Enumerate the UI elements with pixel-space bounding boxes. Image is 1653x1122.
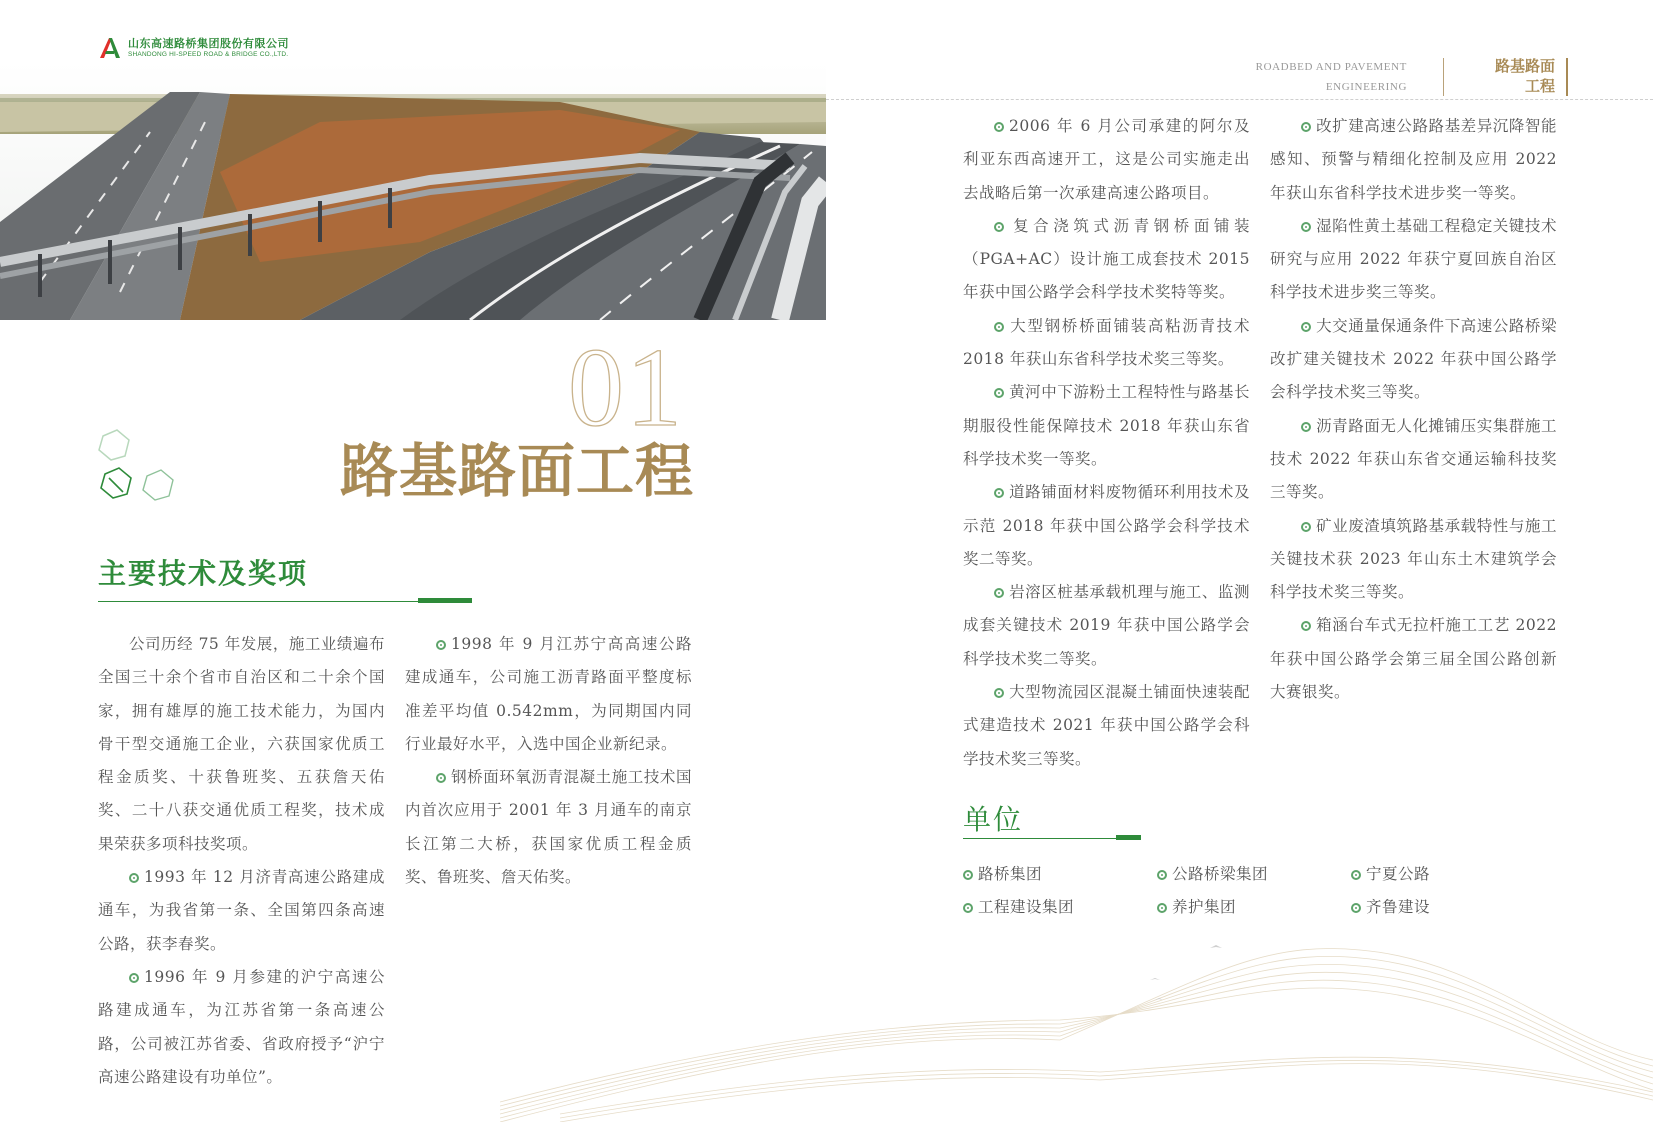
bullet-icon: [994, 688, 1004, 698]
units-heading-rule: [963, 838, 1141, 839]
tech-item: 改扩建高速公路路基差异沉降智能感知、预警与精细化控制及应用 2022 年获山东省科学技术进步奖一等奖。: [1270, 117, 1557, 202]
header-en-line2: ENGINEERING: [1325, 81, 1407, 93]
units-heading: 单位: [963, 803, 1024, 836]
bullet-icon: [1351, 870, 1361, 880]
tech-intro: 公司历经 75 年发展，施工业绩遍布全国三十余个省市自治区和二十余个国家，拥有雄厚的施工技术能力，为国内骨干型交通施工企业，六获国家优质工程金质奖、十获鲁班奖、五获詹天佑奖、二十八获交通优质工程奖，技术成果荣获多项科技奖项。: [98, 635, 385, 853]
highway-photo: [0, 62, 826, 320]
header-en-line1: ROADBED AND PAVEMENT: [1255, 61, 1407, 73]
bullet-icon: [1301, 422, 1311, 432]
bullet-icon: [129, 973, 139, 983]
bullet-icon: [994, 122, 1004, 132]
tech-item: 钢桥面环氧沥青混凝土施工技术国内首次应用于 2001 年 3 月通车的南京长江第二大桥，获国家优质工程金质奖、鲁班奖、詹天佑奖。: [405, 768, 692, 887]
header-chinese-title: [1495, 56, 1555, 96]
unit-item: 养护集团: [1157, 895, 1236, 917]
tech-item: 岩溶区桩基承载机理与施工、监测成套关键技术 2019 年获中国公路学会科学技术奖二等奖。: [963, 583, 1250, 668]
tech-item: 黄河中下游粉土工程特性与路基长期服役性能保障技术 2018 年获山东省科学技术奖一等奖。: [963, 383, 1250, 468]
bullet-icon: [1301, 222, 1311, 232]
bullet-icon: [129, 873, 139, 883]
unit-item: 齐鲁建设: [1351, 895, 1430, 917]
bullet-icon: [1157, 870, 1167, 880]
tech-heading: 主要技术及奖项: [98, 557, 309, 590]
unit-item: 路桥集团: [963, 862, 1042, 884]
wave-line-decoration: [500, 920, 1653, 1122]
tech-column-1: [98, 628, 385, 1094]
header-dotted-rule: [826, 99, 1653, 100]
bullet-icon: [994, 222, 1004, 232]
bullet-icon: [1351, 903, 1361, 913]
header-cn-line2: 工程: [1524, 77, 1555, 95]
unit-item: 工程建设集团: [963, 895, 1074, 917]
tech-item: 2006 年 6 月公司承建的阿尔及利亚东西高速开工，这是公司实施走出去战略后第一次承建高速公路项目。: [963, 117, 1250, 202]
tech-column-2: [405, 628, 692, 894]
tech-heading-rule: [98, 601, 472, 602]
tech-item: 1998 年 9 月江苏宁高高速公路建成通车，公司施工沥青路面平整度标准差平均值 0.542mm，为同期国内同行业最好水平，入选中国企业新纪录。: [405, 635, 692, 753]
tech-item: 箱涵台车式无拉杆施工工艺 2022 年获中国公路学会第三届全国公路创新大赛银奖。: [1270, 616, 1557, 702]
header-accent-bar: [1566, 58, 1568, 96]
bullet-icon: [994, 488, 1004, 498]
unit-item: 宁夏公路: [1351, 862, 1430, 884]
hexagon-decoration-icon: [95, 428, 185, 508]
bullet-icon: [1301, 122, 1311, 132]
tech-item: 沥青路面无人化摊铺压实集群施工技术 2022 年获山东省交通运输科技奖三等奖。: [1270, 416, 1557, 502]
header-cn-line1: 路基路面: [1494, 57, 1555, 75]
bullet-icon: [436, 773, 446, 783]
tech-item: 湿陷性黄土基础工程稳定关键技术研究与应用 2022 年获宁夏回族自治区科学技术进步奖三等奖。: [1270, 216, 1557, 302]
logo-company-name-en: SHANDONG HI-SPEED ROAD & BRIDGE CO.,LTD.: [128, 51, 289, 58]
tech-item: 大交通量保通条件下高速公路桥梁改扩建关键技术 2022 年获中国公路学会科学技术奖三等奖。: [1270, 316, 1557, 402]
header-separator: [1443, 58, 1444, 96]
bullet-icon: [994, 388, 1004, 398]
bullet-icon: [963, 903, 973, 913]
tech-item: 大型钢桥桥面铺装高粘沥青技术 2018 年获山东省科学技术奖三等奖。: [963, 316, 1250, 369]
tech-item: 1996 年 9 月参建的沪宁高速公路建成通车，为江苏省第一条高速公路，公司被江苏省委、省政府授予“沪宁高速公路建设有功单位”。: [98, 967, 385, 1086]
company-logo: [98, 36, 289, 60]
units-heading-accent: [1116, 835, 1141, 840]
tech-heading-accent: [418, 598, 472, 603]
bullet-icon: [1301, 322, 1311, 332]
bullet-icon: [1157, 903, 1167, 913]
logo-a-icon: [98, 36, 122, 60]
tech-item: 大型物流园区混凝土铺面快速装配式建造技术 2021 年获中国公路学会科学技术奖三等奖。: [963, 683, 1250, 768]
tech-item: 1993 年 12 月济青高速公路建成通车，为我省第一条、全国第四条高速公路，获李春奖。: [98, 868, 385, 953]
header-english-title: [1256, 57, 1407, 97]
logo-company-name-cn: 山东高速路桥集团股份有限公司: [128, 37, 289, 50]
bullet-icon: [994, 588, 1004, 598]
bullet-icon: [1301, 522, 1311, 532]
bullet-icon: [436, 640, 446, 650]
tech-item: 道路铺面材料废物循环利用技术及示范 2018 年获中国公路学会科学技术奖二等奖。: [963, 483, 1250, 568]
section-number: 01: [568, 326, 684, 450]
tech-item: 复合浇筑式沥青钢桥面铺装（PGA+AC）设计施工成套技术 2015 年获中国公路学会科学技术奖特等奖。: [963, 216, 1250, 302]
tech-column-3: [963, 110, 1250, 776]
bullet-icon: [1301, 621, 1311, 631]
tech-item: 矿业废渣填筑路基承载特性与施工关键技术获 2023 年山东土木建筑学会科学技术奖三等奖。: [1270, 516, 1557, 602]
bullet-icon: [963, 870, 973, 880]
unit-item: 公路桥梁集团: [1157, 862, 1268, 884]
tech-column-4: [1270, 110, 1557, 709]
section-title: 路基路面工程: [340, 437, 695, 505]
bullet-icon: [994, 322, 1004, 332]
